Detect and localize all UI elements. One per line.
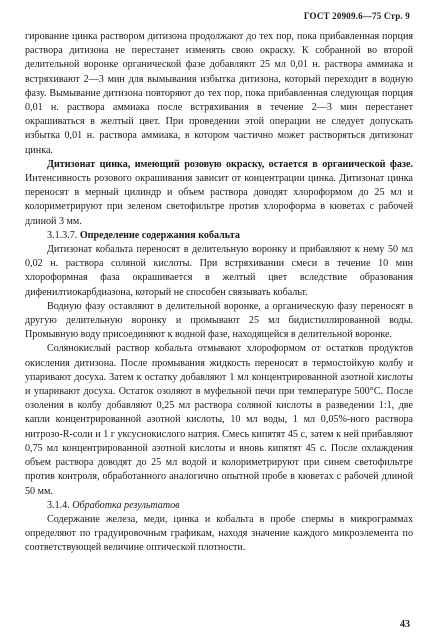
section-heading-results xyxy=(25,499,413,513)
paragraph-6: Содержание железа, меди, цинка и кобальта в пробе спермы в микрограммах определяют по градуировочным графикам, находя значение каждого микроэлемента по соответствующей величине оптической плотности. xyxy=(25,513,413,554)
paragraph-2 xyxy=(25,158,413,229)
page-number: 43 xyxy=(400,618,410,630)
section-number: 3.1.3.7. xyxy=(47,229,78,241)
section-title: Определение содержания кобальта xyxy=(79,229,240,241)
paragraph-2-emphasis: Дитизонат цинка, имеющий розовую окраску, остается в органической фазе. xyxy=(47,158,413,170)
section-number: 3.1.4. xyxy=(47,499,70,511)
paragraph-3: Дитизонат кобальта переносят в делительную воронку и прибавляют к нему 50 мл 0,02 н. раствора соляной кислоты. При встряхивании смеси в течение 10 мин хлороформная фаза окрашивается в желтый цвет вследствие образования дифенилтиокарбдиазона, который не способен связывать кобальт. xyxy=(25,244,413,298)
paragraph-5: Солянокислый раствор кобальта отмывают хлороформом от остатков продуктов окисления дитизона. После промывания жидкость переносят в термостойкую колбу и упаривают досуха. Затем к остатку добавляют 1 мл концентрированной азотной кислоты и упаривают досуха. Остаток озоляют в муфельной печи при температуре 500°С. После озоления в колбу добавляют 0,25 мл раствора соляной кислоты в разведении 1:1, две капли концентрированной азотной кислоты, 10 мл воды, 1 мл 0,05%-ного раствора нитрозо-R-соли и 1 г уксуснокислого натрия. Смесь кипятят 45 с, затем к ней прибавляют 0,75 мл концентрированной азотной кислоты и вновь кипятят 45 с. После охлаждения объем раствора доводят до 25 мл водой и колориметрируют при синем светофильтре против контроля, обработанного аналогично опытной пробе в кюветах с рабочей длиной 50 мм. xyxy=(25,343,413,497)
section-title: Обработка результатов xyxy=(72,499,180,511)
paragraph-4: Водную фазу оставляют в делительной воронке, а органическую фазу переносят в другую делительную воронку и промывают 25 мл бидистиллированной воды. Промывную воду присоединяют к водной фазе, находящейся в делительной воронке. xyxy=(25,300,413,341)
section-heading-cobalt xyxy=(25,229,413,243)
page-header: ГОСТ 20909.6—75 Стр. 9 xyxy=(303,11,410,21)
paragraph-2-rest: Интенсивность розового окрашивания зависит от концентрации цинка. Дитизонат цинка переносят в мерный цилиндр и объем раствора доводят хлороформом до 25 мл и колориметрируют при зеленом светофильтре против хлороформа в кюветах с рабочей длиной 3 мм. xyxy=(25,173,413,227)
paragraph-1: гирование цинка раствором дитизона продолжают до тех пор, пока прибавленная порция раствора дитизона не перестанет изменять свою окраску. К собранной во второй делительной воронке органической фазе добавляют 25 мл 0,01 н. раствора аммиака и встряхивают 2—3 мин для вымывания избытка дитизона, который переходит в водную фазу. Вымывание дитизона повторяют до тех пор, пока прибавленная следующая порция 0,01 н. раствора аммиака после встряхивания в течение 2—3 мин перестанет окрашиваться в желтый цвет. При проведении этой операции не следует допускать избытка 0,01 н. раствора аммиака, в котором частично может растворяться дитизонат цинка. xyxy=(25,31,413,156)
